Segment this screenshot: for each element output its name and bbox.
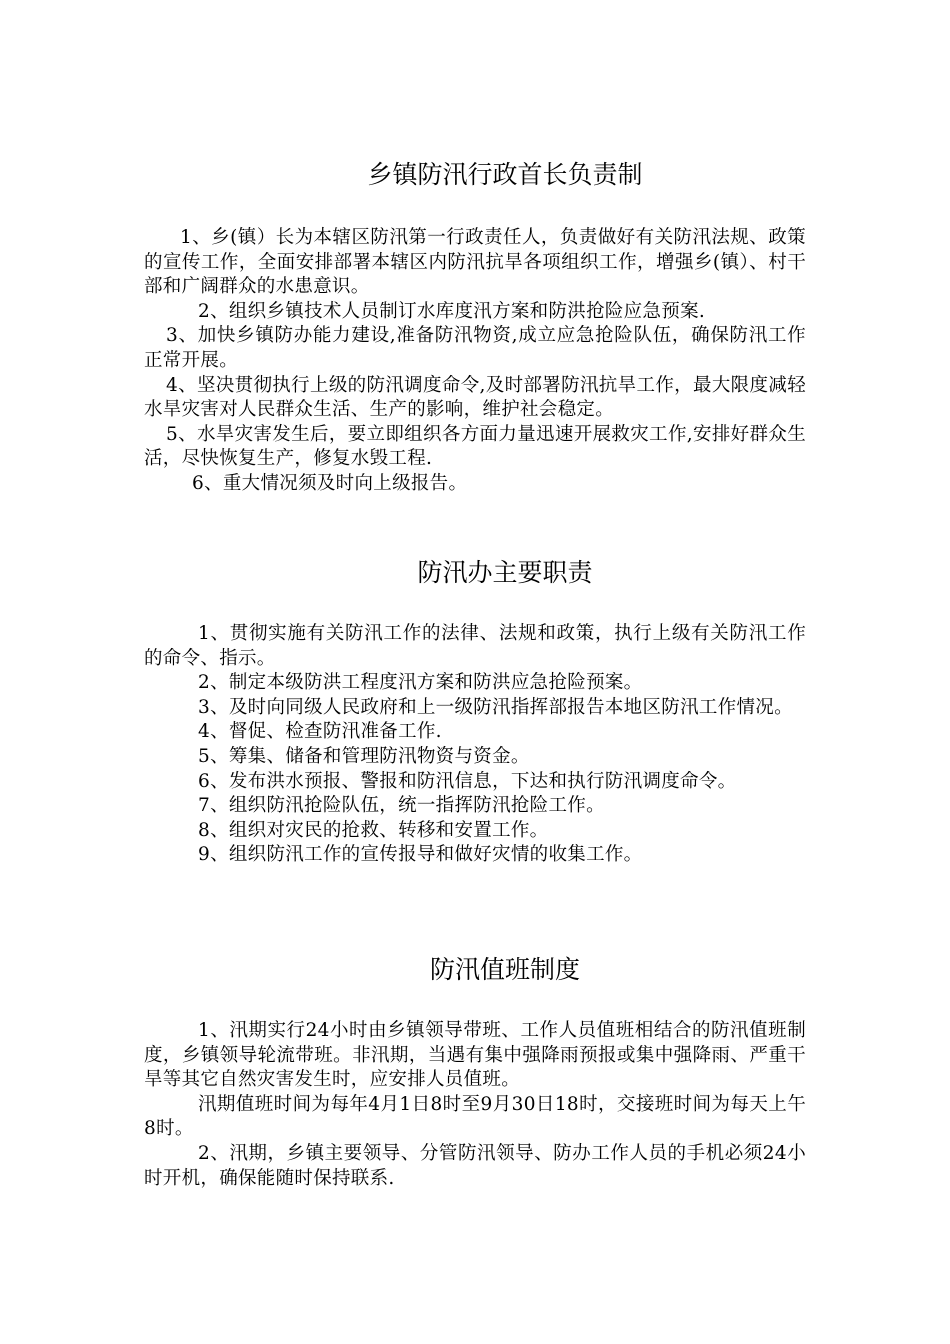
paragraph: 4、督促、检查防汛准备工作. [198, 721, 442, 743]
paragraph: 1、汛期实行24小时由乡镇领导带班、工作人员值班相结合的防汛值班制度，乡镇领导轮流带班。非汛期，当遇有集中强降雨预报或集中强降雨、严重干旱等其它自然灾害发生时，应安排人员值班。 [144, 1020, 806, 1091]
paragraph: 4、坚决贯彻执行上级的防汛调度命令,及时部署防汛抗旱工作，最大限度减轻水旱灾害对人民群众生活、生产的影响，维护社会稳定。 [144, 374, 806, 421]
section-duty-system [144, 1019, 806, 1191]
paragraph: 3、加快乡镇防办能力建设,准备防汛物资,成立应急抢险队伍，确保防汛工作正常开展。 [144, 325, 806, 371]
paragraph: 2、制定本级防洪工程度汛方案和防洪应急抢险预案。 [198, 672, 643, 694]
paragraph: 9、组织防汛工作的宣传报导和做好灾情的收集工作。 [198, 844, 643, 866]
paragraph: 2、组织乡镇技术人员制订水库度汛方案和防洪抢险应急预案. [198, 300, 706, 322]
paragraph: 5、水旱灾害发生后，要立即组织各方面力量迅速开展救灾工作,安排好群众生活，尽快恢复生产，修复水毁工程. [144, 423, 806, 470]
paragraph: 8、组织对灾民的抢救、转移和安置工作。 [198, 819, 549, 841]
paragraph: 6、重大情况须及时向上级报告。 [192, 472, 468, 494]
paragraph: 7、组织防汛抢险队伍，统一指挥防汛抢险工作。 [198, 795, 605, 817]
paragraph: 1、贯彻实施有关防汛工作的法律、法规和政策，执行上级有关防汛工作的命令、指示。 [144, 623, 806, 669]
paragraph: 3、及时向同级人民政府和上一级防汛指挥部报告本地区防汛工作情况。 [198, 696, 793, 718]
section-office-duties [144, 622, 806, 868]
paragraph: 6、发布洪水预报、警报和防汛信息，下达和执行防汛调度命令。 [198, 770, 737, 792]
section-title-leader-responsibility: 乡镇防汛行政首长负责制 [367, 160, 643, 189]
paragraph: 2、汛期，乡镇主要领导、分管防汛领导、防办工作人员的手机必须24小时开机，确保能随时保持联系. [144, 1142, 806, 1189]
paragraph: 汛期值班时间为每年4月1日8时至9月30日18时，交接班时间为每天上午8时。 [144, 1093, 806, 1140]
section-title-duty-system: 防汛值班制度 [429, 955, 580, 984]
section-leader-responsibility [144, 226, 806, 497]
paragraph: 1、乡(镇）长为本辖区防汛第一行政责任人，负责做好有关防汛法规、政策的宣传工作，全面安排部署本辖区内防汛抗旱各项组织工作，增强乡(镇）、村干部和广阔群众的水患意识。 [144, 227, 806, 298]
section-title-office-duties: 防汛办主要职责 [417, 558, 593, 587]
paragraph: 5、筹集、储备和管理防汛物资与资金。 [198, 745, 530, 767]
